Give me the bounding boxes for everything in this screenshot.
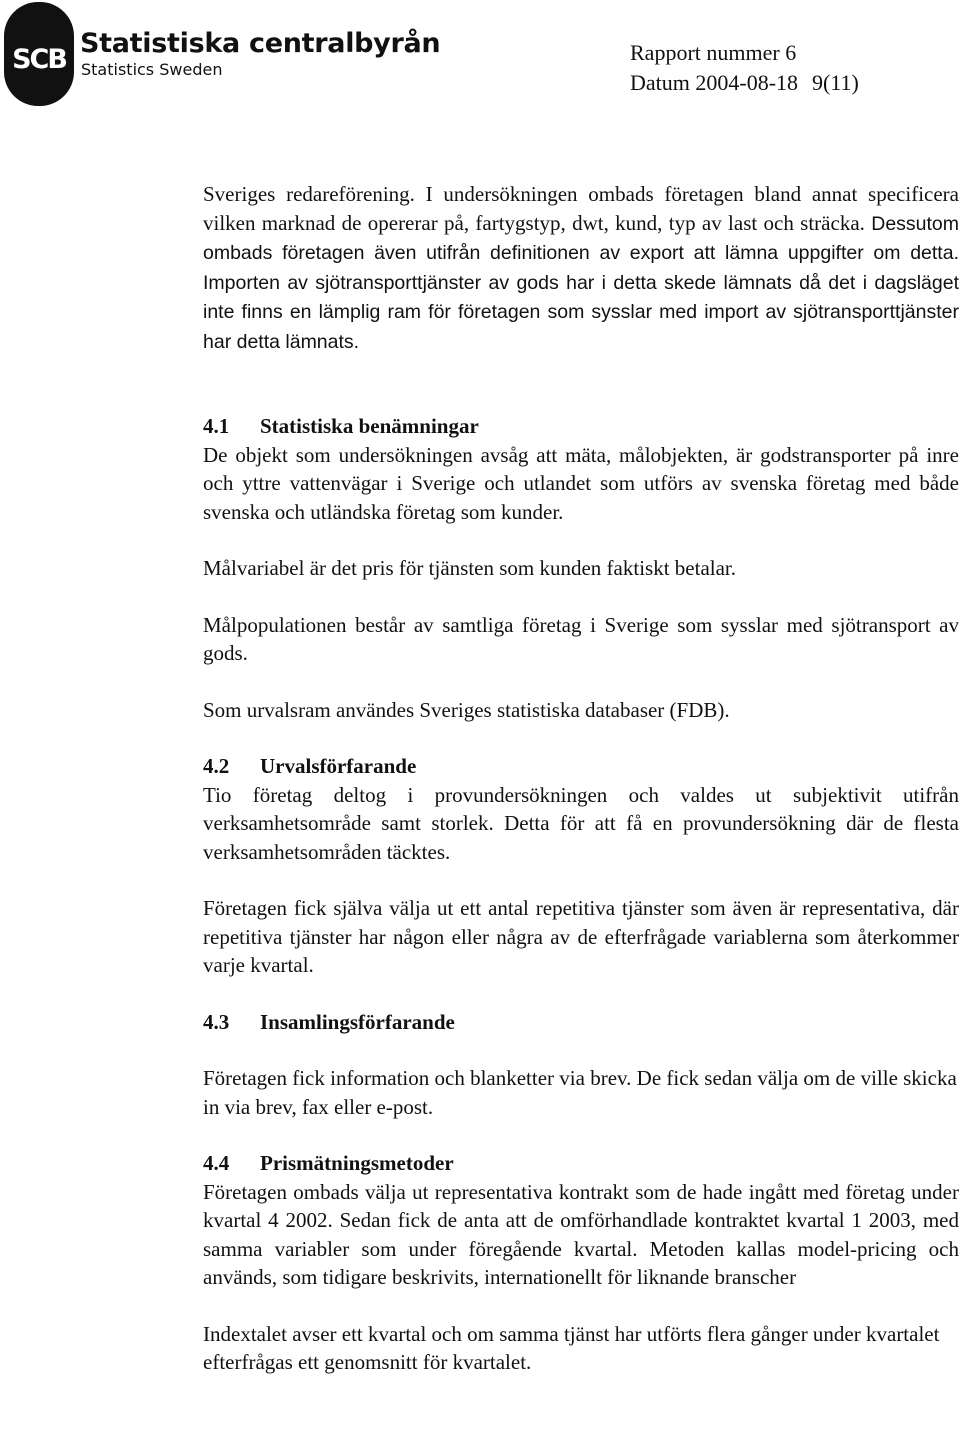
section-title: Prismätningsmetoder: [260, 1151, 454, 1175]
document-body: [203, 180, 959, 1377]
scb-logo: [0, 0, 441, 110]
section-number: 4.2: [203, 754, 230, 778]
section-title: Statistiska benämningar: [260, 414, 479, 438]
paragraph-collection: Företagen fick information och blanketter via brev. De fick sedan välja om de ville skicka in via brev, fax eller e-post.: [203, 1066, 957, 1119]
report-number: Rapport nummer 6: [630, 40, 797, 65]
paragraph-target-population: Målpopulationen består av samtliga företag i Sverige som sysslar med sjötransport av gods.: [203, 612, 959, 665]
section-number: 4.3: [203, 1009, 230, 1034]
scb-logo-icon: [0, 2, 76, 108]
section-number: 4.4: [203, 1151, 230, 1175]
report-header: [630, 38, 859, 98]
paragraph-sample-selection: Tio företag deltog i provundersökningen och valdes ut subjektivit utifrån verksamhetsområde samt storlek. Detta för att få en provundersökning där de flesta verksamhetsområden täcktes.: [203, 782, 959, 864]
section-heading-4-1: [203, 412, 959, 441]
org-name: Statistiska centralbyrån: [80, 28, 441, 59]
paragraph-target-objects: De objekt som undersökningen avsåg att mäta, målobjekten, är godstransporter på inre och yttre vattenvägar i Sverige och utlandet som utförs av svenska företag med både svenska och utländska företag som kunder.: [203, 442, 959, 524]
paragraph-index-definition: Indextalet avser ett kvartal och om samma tjänst har utförts flera gånger under kvartalet efterfrågas ett genomsnitt för kvartalet.: [203, 1321, 940, 1374]
paragraph-target-variable: Målvariabel är det pris för tjänsten som kunden faktiskt betalar.: [203, 556, 737, 580]
section-title: Insamlingsförfarande: [260, 1009, 455, 1034]
intro-serif-text: Sveriges redareförening. I undersökningen ombads företagen bland annat specificera vilken marknad de opererar på, fartygstyp, dwt, kund, typ av last och sträcka.: [203, 182, 959, 235]
section-heading-4-4: [203, 1149, 959, 1178]
paragraph-sampling-frame: Som urvalsram användes Sveriges statistiska databaser (FDB).: [203, 697, 730, 722]
section-heading-4-3: [203, 1008, 959, 1037]
intro-paragraph: [203, 180, 959, 356]
page-number: 9(11): [812, 70, 859, 95]
section-number: 4.1: [203, 414, 230, 438]
section-title: Urvalsförfarande: [260, 754, 417, 778]
org-name-english: Statistics Sweden: [81, 60, 223, 79]
report-date: Datum 2004-08-18: [630, 70, 799, 95]
intro-sans-text: Dessutom ombads företagen även utifrån definitionen av export att lämna uppgifter om detta. Importen av sjötransporttjänster av gods har i detta skede lämnats då det i dagsläget inte finns en lämplig ram för företagen som sysslar med import av sjötransporttjänster har detta lämnats.: [203, 212, 960, 353]
report-date-line: [630, 68, 859, 98]
section-heading-4-2: [203, 752, 959, 781]
paragraph-repetitive-services: Företagen fick själva välja ut ett antal repetitiva tjänster som även är representativa, där repetitiva tjänster har någon eller några av de efterfrågade variablerna som återkommer varje kvartal.: [203, 896, 959, 977]
svg-text:SCB: SCB: [12, 44, 66, 75]
paragraph-pricing-method: Företagen ombads välja ut representativa kontrakt som de hade ingått med företag under kvartal 4 2002. Sedan fick de anta att de omförhandlade kontraktet kvartal 1 2003, med samma variabler som under föregående kvartal. Metoden kallas model-pricing och används, som tidigare beskrivits, internationellt för liknande branscher: [203, 1179, 959, 1289]
